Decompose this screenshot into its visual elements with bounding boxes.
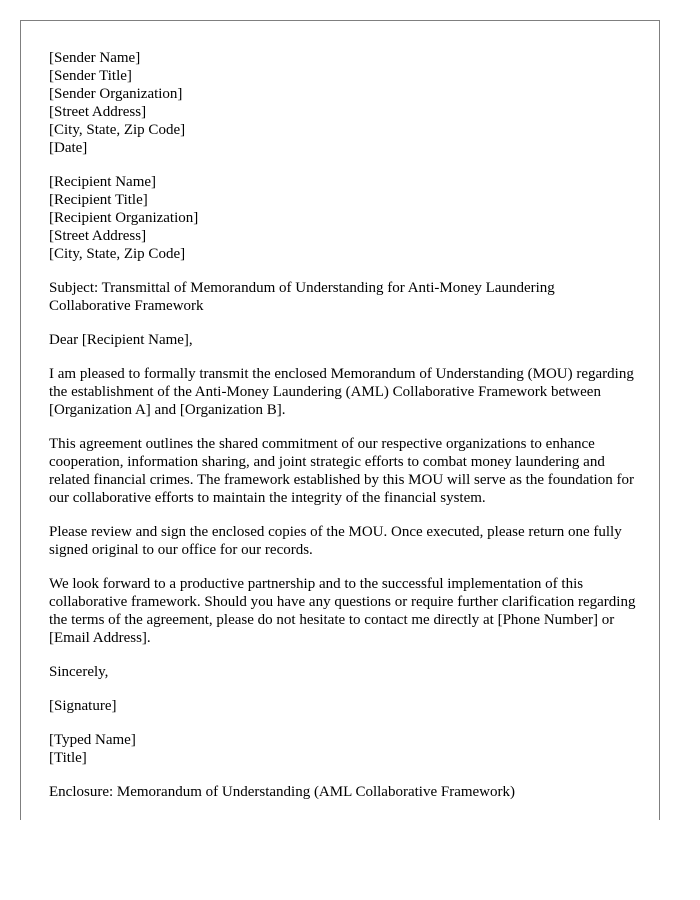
typed-title: [Title] (49, 750, 87, 766)
recipient-organization: [Recipient Organization] (49, 210, 199, 226)
body-paragraph: This agreement outlines the shared commitment of our respective organizations to enhance cooperation, information sharing, and joint strategic efforts to combat money laundering and related financial crimes. The framework established by this MOU will serve as the foundation for our collaborative efforts to maintain the integrity of the financial system. (49, 436, 634, 506)
sender-street: [Street Address] (49, 104, 147, 120)
typed-name: [Typed Name] (49, 732, 136, 748)
sender-name: [Sender Name] (49, 50, 141, 66)
sender-city-state-zip: [City, State, Zip Code] (49, 122, 186, 138)
enclosure-line: Enclosure: Memorandum of Understanding (AML Collaborative Framework) (49, 784, 515, 800)
recipient-street: [Street Address] (49, 228, 147, 244)
letter-body (49, 49, 637, 817)
body-paragraph: I am pleased to formally transmit the enclosed Memorandum of Understanding (MOU) regarding the establishment of the Anti-Money Laundering (AML) Collaborative Framework between [Organization A] and [Organization B]. (49, 366, 634, 418)
recipient-block (49, 173, 637, 263)
body-paragraph: Please review and sign the enclosed copies of the MOU. Once executed, please return one fully signed original to our office for our records. (49, 524, 622, 558)
signature-placeholder: [Signature] (49, 698, 117, 714)
sender-organization: [Sender Organization] (49, 86, 183, 102)
typed-signature-block (49, 731, 637, 767)
closing: Sincerely, (49, 664, 109, 680)
sender-block (49, 49, 637, 157)
recipient-name: [Recipient Name] (49, 174, 157, 190)
recipient-title: [Recipient Title] (49, 192, 148, 208)
letter-page (20, 20, 660, 820)
recipient-city-state-zip: [City, State, Zip Code] (49, 246, 186, 262)
letter-date: [Date] (49, 140, 88, 156)
body-paragraph: We look forward to a productive partnership and to the successful implementation of this collaborative framework. Should you have any questions or require further clarification regarding the terms of the agreement, please do not hesitate to contact me directly at [Phone Number] or [Email Address]. (49, 576, 636, 646)
sender-title: [Sender Title] (49, 68, 132, 84)
subject-line: Subject: Transmittal of Memorandum of Understanding for Anti-Money Laundering Collaborative Framework (49, 280, 555, 314)
salutation: Dear [Recipient Name], (49, 332, 193, 348)
